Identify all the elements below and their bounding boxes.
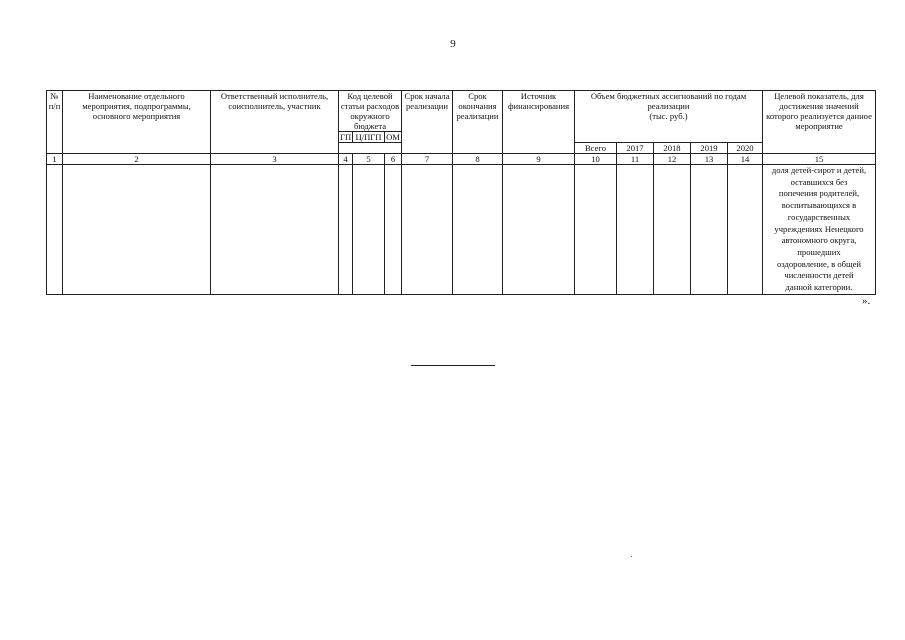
target-line: данной категории. [785, 282, 853, 293]
cell-source [503, 165, 575, 295]
closing-quote-mark: ». [862, 295, 871, 307]
page-number: 9 [450, 38, 456, 50]
header-start: Срок начала реализации [402, 91, 453, 154]
target-line: учреждениях Ненецкого [774, 223, 864, 234]
column-number: 7 [402, 154, 453, 165]
column-number: 8 [453, 154, 503, 165]
header-volume-title: Объем бюджетных ассигнований по годам реализации [590, 91, 747, 111]
target-line: оставшихся без [790, 176, 848, 187]
header-code-gp: ГП [340, 132, 352, 142]
target-line: прошедших [797, 246, 841, 257]
header-year-2019: 2019 [691, 143, 728, 154]
target-line: доля детей-сирот и детей, [771, 165, 867, 175]
column-number: 5 [353, 154, 385, 165]
cell-responsible [211, 165, 339, 295]
target-line: попечения родителей, [778, 188, 860, 199]
cell-2019 [691, 165, 728, 295]
column-number: 13 [691, 154, 728, 165]
target-line: воспитывающихся в [781, 200, 857, 211]
target-line: численности детей [784, 270, 854, 281]
column-number: 4 [339, 154, 353, 165]
column-number: 3 [211, 154, 339, 165]
header-code: Код целевой статьи расходов окружного бюджета [339, 91, 402, 132]
header-code-spacer [339, 143, 402, 154]
cell-code-gp [339, 165, 353, 295]
column-number: 2 [63, 154, 211, 165]
scan-speck [631, 556, 632, 557]
column-number: 9 [503, 154, 575, 165]
column-number: 10 [575, 154, 617, 165]
target-line: автономного округа, [781, 235, 857, 246]
header-year-2020: 2020 [728, 143, 763, 154]
cell-start [402, 165, 453, 295]
column-number: 1 [47, 154, 63, 165]
column-number: 12 [654, 154, 691, 165]
header-year-2018: 2018 [654, 143, 691, 154]
cell-2017 [617, 165, 654, 295]
header-year-2017: 2017 [617, 143, 654, 154]
cell-2018 [654, 165, 691, 295]
table-row [47, 165, 876, 295]
cell-code-om [385, 165, 402, 295]
cell-total [575, 165, 617, 295]
divider-line [411, 365, 495, 366]
target-line: оздоровление, в общей [776, 258, 862, 269]
cell-end [453, 165, 503, 295]
header-target: Целевой показатель, для достижения значений которого реализуется данное мероприятие [763, 91, 876, 154]
header-end: Срок окончания реализации [453, 91, 503, 154]
column-number: 6 [385, 154, 402, 165]
header-num: № п/п [47, 91, 63, 154]
header-volume [575, 91, 763, 143]
header-total: Всего [575, 143, 617, 154]
cell-code-cpgp [353, 165, 385, 295]
cell-name [63, 165, 211, 295]
cell-target [763, 165, 876, 295]
cell-num [47, 165, 63, 295]
column-number-row [47, 154, 876, 165]
column-number: 11 [617, 154, 654, 165]
target-line: государственных [787, 211, 851, 222]
header-responsible: Ответственный исполнитель, соисполнитель, участник [211, 91, 339, 154]
header-code-cpgp: Ц/ПГП [353, 132, 385, 143]
column-number: 15 [763, 154, 876, 165]
header-volume-unit: (тыс. руб.) [649, 111, 688, 121]
column-number: 14 [728, 154, 763, 165]
budget-table [46, 90, 876, 295]
header-row-1 [47, 91, 876, 132]
header-source: Источник финансирования [503, 91, 575, 154]
header-code-om: ОМ [386, 132, 400, 142]
header-name: Наименование отдельного мероприятия, подпрограммы, основного мероприятия [63, 91, 211, 154]
cell-2020 [728, 165, 763, 295]
